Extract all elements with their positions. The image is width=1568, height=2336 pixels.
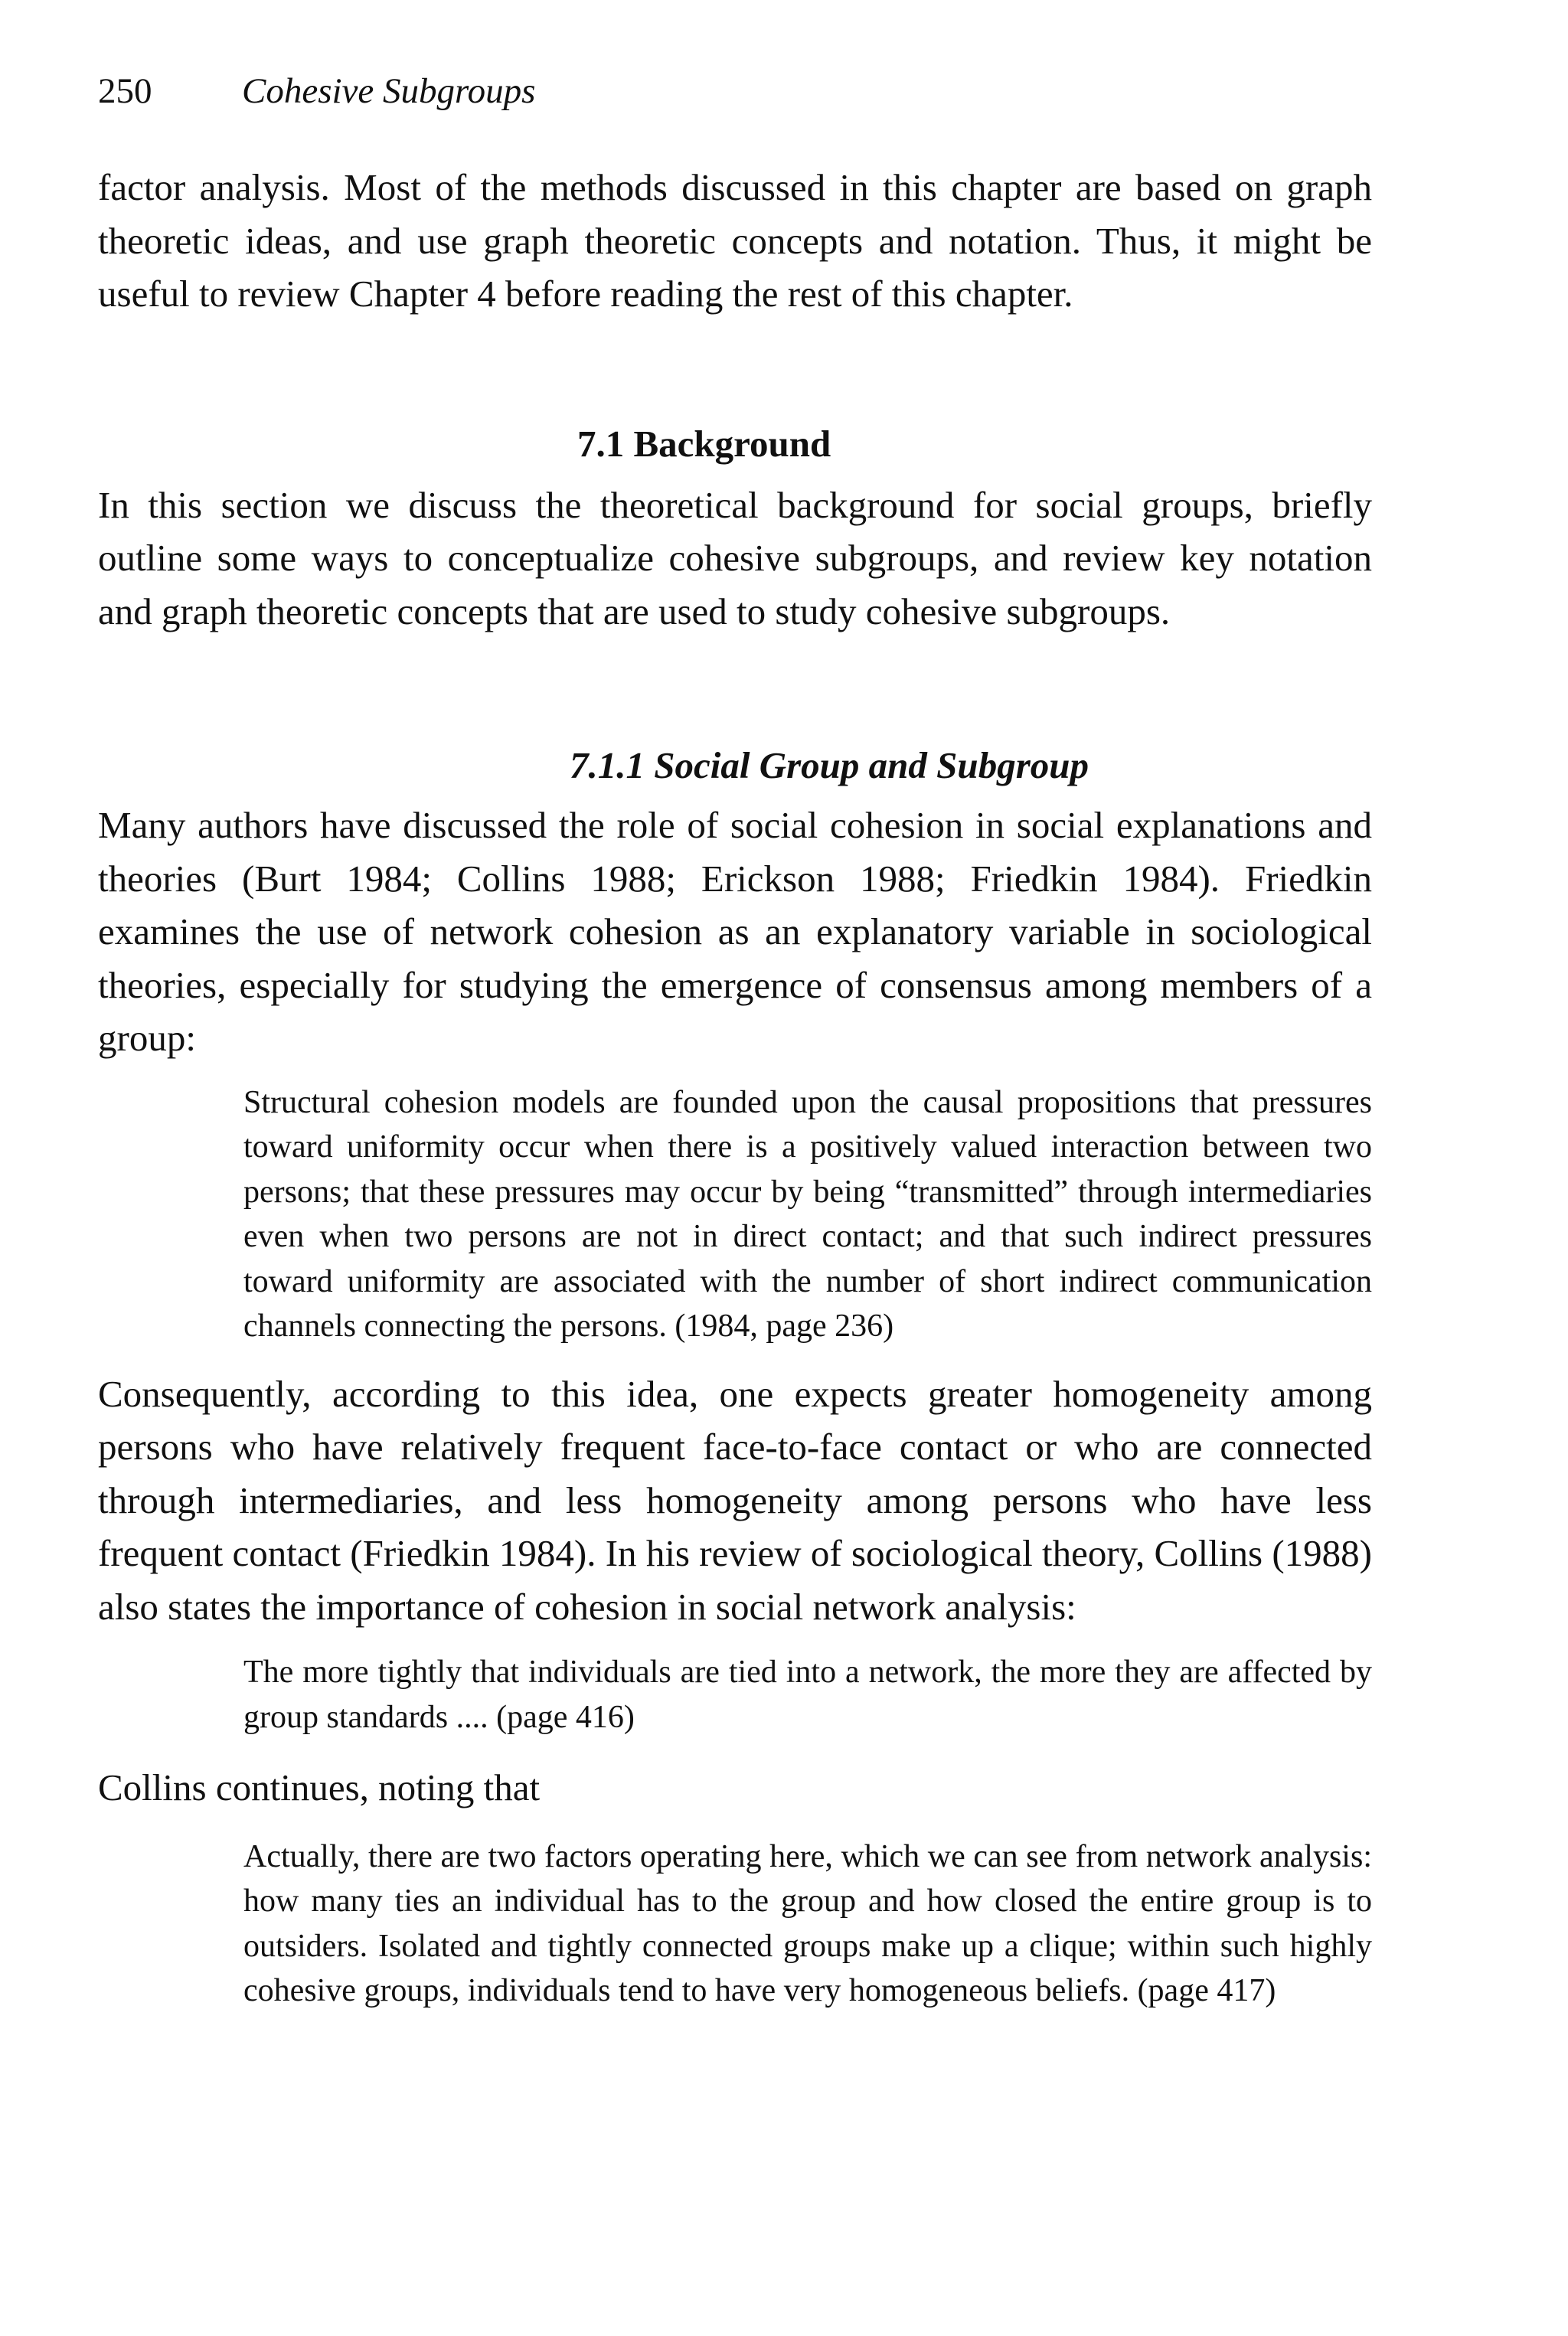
collins-continues-paragraph: Collins continues, noting that <box>98 1766 541 1808</box>
consequently-paragraph: Consequently, according to this idea, one expects greater homogeneity among persons who have relatively frequent face-to-face contact or who are connected through intermediaries, and less homogeneity among persons who have less frequent contact (Friedkin 1984). In his review of sociological theory, Collins (1988) also states the importance of cohesion in social network analysis: <box>98 1372 1372 1628</box>
section-heading-background: 7.1 Background <box>577 422 831 465</box>
friedkin-quote: Structural cohesion models are founded upon the causal propositions that pressures toward uniformity occur when there is a positively valued interaction between two persons; that these pressures may occur by being “transmitted” through intermediaries even when two persons are not in direct contact; and that such indirect pressures toward uniformity are associated with the number of short indirect communication channels connecting the persons. (1984, page 236) <box>243 1084 1372 1344</box>
subsection-heading-social-group: 7.1.1 Social Group and Subgroup <box>570 744 1089 786</box>
background-paragraph: In this section we discuss the theoretical background for social groups, briefly outline some ways to conceptualize cohesive subgroups, and review key notation and graph theoretic concepts that are used to study cohesive subgroups. <box>98 483 1372 632</box>
chapter-title: Cohesive Subgroups <box>242 71 536 111</box>
book-page <box>98 64 1372 2032</box>
running-head <box>98 64 1372 118</box>
intro-paragraph: factor analysis. Most of the methods discussed in this chapter are based on graph theoretic ideas, and use graph theoretic concepts and notation. Thus, it might be useful to review Chapter 4 before reading the rest of this chapter. <box>98 166 1372 315</box>
collins-quote-416: The more tightly that individuals are tied into a network, the more they are affected by group standards .... (page 416) <box>243 1655 1372 1735</box>
social-group-paragraph: Many authors have discussed the role of social cohesion in social explanations and theories (Burt 1984; Collins 1988; Erickson 1988; Friedkin 1984). Friedkin examines the use of network cohesion as an explanatory variable in sociological theories, especially for studying the emergence of consensus among members of a group: <box>98 804 1372 1059</box>
collins-quote-417: Actually, there are two factors operating here, which we can see from network analysis: how many ties an individual has to the group and how closed the entire group is to outsiders. Isolated and tightly connected groups make up a clique; within such highly cohesive groups, individuals tend to have very homogeneous beliefs. (page 417) <box>243 1838 1372 2008</box>
page-number: 250 <box>98 71 152 111</box>
